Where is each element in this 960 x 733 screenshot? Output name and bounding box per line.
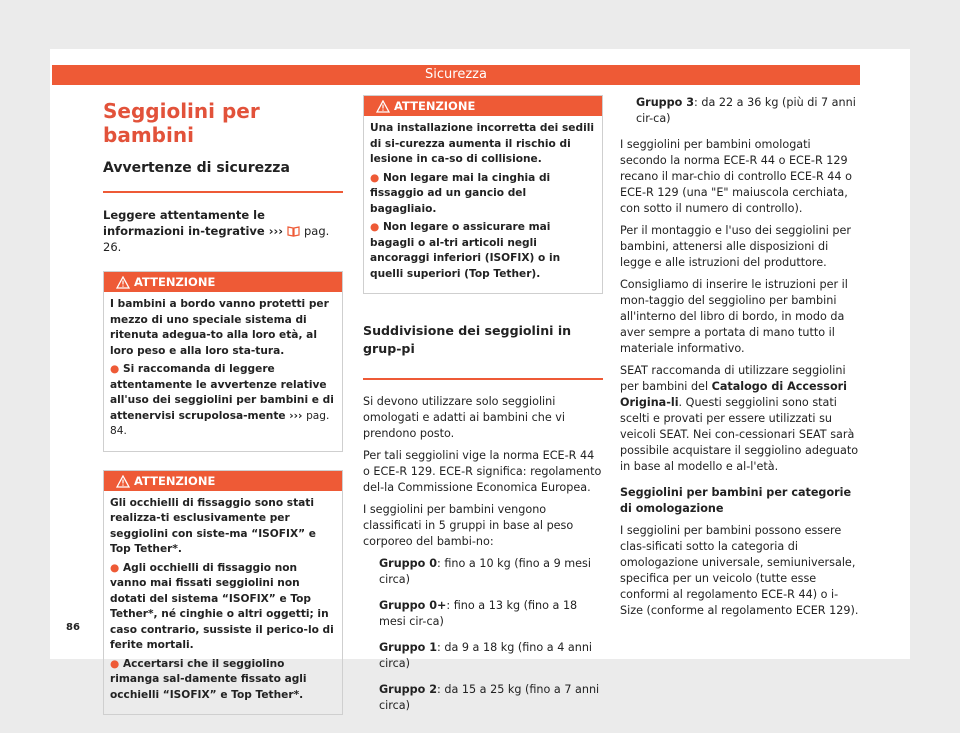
warning-header: ATTENZIONE	[104, 471, 342, 491]
body-paragraph: Consigliamo di inserire le istruzioni per il mon-taggio del seggiolino per bambini all'interno del libro di bordo, in modo da aver sempre a portata di mano tutto il materiale informativo.	[620, 278, 848, 355]
warning-body: Gli occhielli di fissaggio sono stati realizza-ti esclusivamente per seggiolini con siste-ma “ISOFIX” e Top Tether*. ● Agli occhielli di fissaggio non vanno mai fissati seggiolini non dotati del sistema “ISOFIX” e Top Tether*, né cinghie o altri oggetti; in caso contrario, sussiste il perico-lo di ferite mortali. ● Accertarsi che il seggiolino rimanga sal-damente fissato agli occhielli “ISOFIX” e Top Tether*.	[104, 491, 342, 715]
body-paragraph: I seggiolini per bambini possono essere clas-sificati sotto la categoria di omologazione universale, semiuniversale, specifica per un veicolo (tutte esse conformi al regolamento ECE-R 44) o i-Size (conforme al regolamento ECER 129).	[620, 524, 859, 617]
group-item: Gruppo 2: da 15 a 25 kg (fino a 7 anni circa)	[379, 683, 600, 712]
warning-box-1	[103, 271, 343, 452]
body-paragraph: SEAT raccomanda di utilizzare seggiolini per bambini del Catalogo di Accessori Origina-li. Questi seggiolini sono stati scelti e provati per essere utilizzati su veicoli SEAT. Nei con-cessionari SEAT sarà possibile acquistare il seggiolino adeguato in base al modello e al-l'età.	[620, 364, 859, 473]
warning-header: ATTENZIONE	[104, 272, 342, 292]
warning-body: Una installazione incorretta dei sedili di si-curezza aumenta il rischio di lesione in ca-so di collisione. ● Non legare mai la cinghia di fissaggio ad un gancio del bagagliaio. ● Non legare o assicurare mai bagagli o al-tri articoli negli ancoraggi inferiori (ISOFIX) o in quelli superiori (Top Tether).	[364, 116, 602, 293]
right-column	[620, 95, 860, 625]
group-item: Gruppo 3: da 22 a 36 kg (più di 7 anni cir-ca)	[636, 96, 856, 125]
group-item: Gruppo 1: da 9 a 18 kg (fino a 4 anni circa)	[379, 641, 593, 670]
section-title: Suddivisione dei seggiolini in grup-pi	[363, 323, 572, 356]
warning-triangle-icon	[116, 275, 130, 288]
body-paragraph: Per tali seggiolini vige la norma ECE-R 44 o ECE-R 129. ECE-R significa: regolamento del-la Commissione Economica Europea.	[363, 449, 602, 494]
warning-bullet: ● Si raccomanda di leggere attentamente le avvertenze relative all'uso dei seggiolini per bambini e di attenervisi scrupolosa-mente ››› pag. 84.	[110, 363, 334, 437]
bullet-icon: ●	[370, 221, 383, 233]
left-column	[103, 95, 343, 733]
section-subtitle: Avvertenze di sicurezza	[103, 160, 290, 176]
bullet-icon: ●	[110, 363, 123, 375]
warning-box-3	[363, 95, 603, 294]
body-paragraph: Per il montaggio e l'uso dei seggiolini per bambini, attenersi alle disposizioni di legge e alle istruzioni del produttore.	[620, 224, 851, 269]
warning-triangle-icon	[376, 99, 390, 112]
page-number: 86	[66, 622, 80, 633]
body-paragraph: I seggiolini per bambini vengono classificati in 5 gruppi in base al peso corporeo del bambi-no:	[363, 503, 574, 548]
warning-bullet: ● Non legare mai la cinghia di fissaggio ad un gancio del bagagliaio.	[370, 171, 551, 215]
warning-bullet: ● Non legare o assicurare mai bagagli o al-tri articoli negli ancoraggi inferiori (ISOFIX) o in quelli superiori (Top Tether).	[370, 221, 561, 280]
warning-triangle-icon	[116, 474, 130, 487]
book-icon	[287, 225, 300, 237]
subsection-heading: Seggiolini per bambini per categorie di omologazione	[620, 486, 852, 515]
page-reference-link[interactable]: pag. 26.	[103, 224, 330, 254]
warning-bullet: ● Accertarsi che il seggiolino rimanga sal-damente fissato agli occhielli “ISOFIX” e Top Tether*.	[110, 657, 307, 701]
body-paragraph: Si devono utilizzare solo seggiolini omologati e adatti ai bambini che vi prendono posto.	[363, 395, 565, 440]
warning-header: ATTENZIONE	[364, 96, 602, 116]
section-rule	[363, 378, 603, 380]
warning-body: I bambini a bordo vanno protetti per mezzo di uno speciale sistema di ritenuta adegua-to alla loro età, al loro peso e alla loro sta-tura. ● Si raccomanda di leggere attentamente le avvertenze relative all'uso dei seggiolini per bambini e di attenervisi scrupolosa-mente ››› pag. 84.	[104, 292, 342, 451]
bullet-icon: ●	[370, 171, 383, 184]
group-item: Gruppo 0: fino a 10 kg (fino a 9 mesi circa)	[379, 557, 591, 586]
warning-box-2	[103, 470, 343, 716]
page-title: Seggiolini per bambini	[103, 99, 260, 147]
intro-paragraph: Leggere attentamente le informazioni in-tegrative ››› pag. 26.	[103, 208, 330, 254]
group-item: Gruppo 0+: fino a 13 kg (fino a 18 mesi cir-ca)	[379, 599, 578, 628]
middle-column	[363, 95, 603, 724]
section-header-bar: Sicurezza	[52, 65, 860, 85]
warning-bullet: ● Agli occhielli di fissaggio non vanno mai fissati seggiolini non dotati del sistema “ISOFIX” e Top Tether*, né cinghie o altri oggetti; in caso contrario, sussiste il perico-lo di ferite mortali.	[110, 561, 334, 651]
page-reference-link[interactable]: pag. 84.	[110, 409, 330, 437]
body-paragraph: I seggiolini per bambini omologati secondo la norma ECE-R 44 o ECE-R 129 recano il mar-chio di controllo ECE-R 44 o ECE-R 129 (una "E" maiuscola cerchiata, con sotto il numero di controllo).	[620, 138, 852, 215]
bullet-icon: ●	[110, 561, 123, 574]
subtitle-rule	[103, 191, 343, 193]
bullet-icon: ●	[110, 657, 123, 670]
